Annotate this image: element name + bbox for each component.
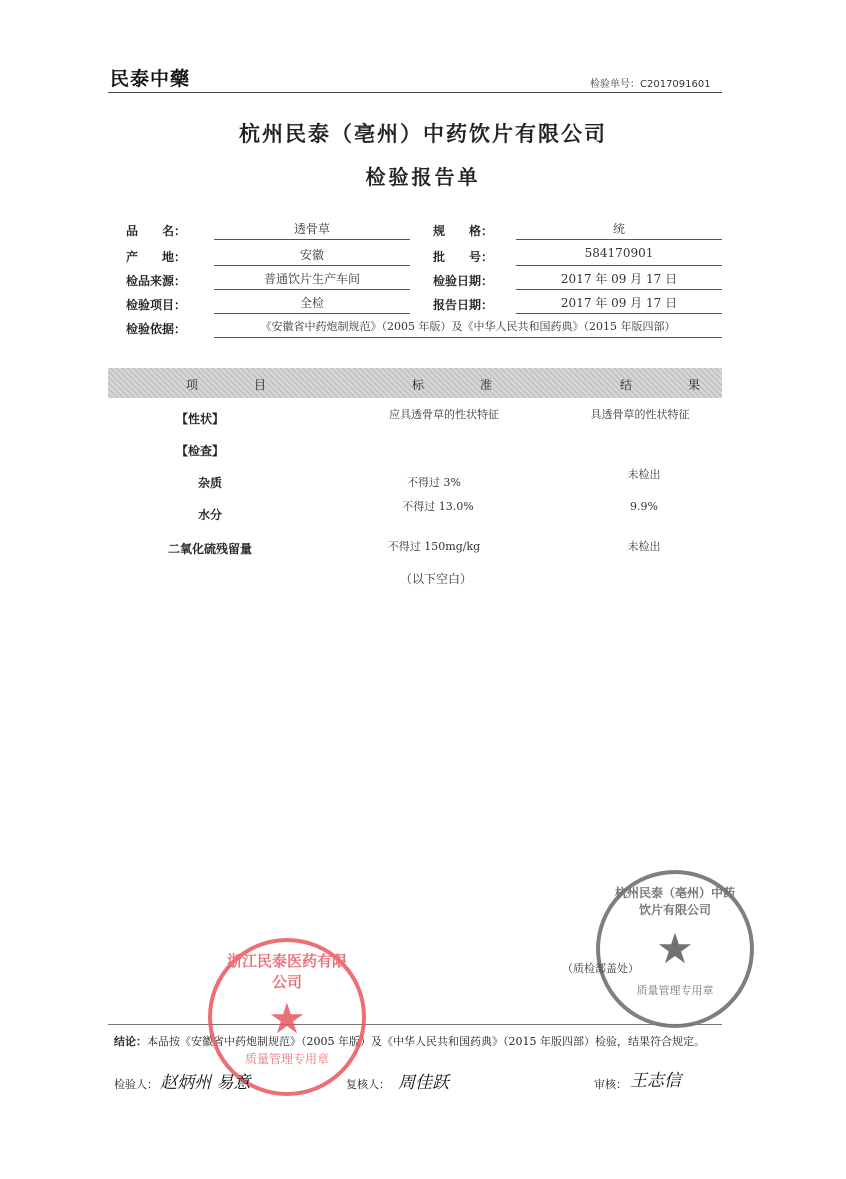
underline-basis (214, 337, 722, 338)
conclusion-text: 本品按《安徽省中药炮制规范》（2005 年版）及《中华人民共和国药典》（2015 年版四部）检验，结果符合规定。 (147, 1035, 705, 1048)
value-report-date: 2017 年 09 月 17 日 (560, 296, 678, 310)
table-row-standard: 不得过 3% (407, 476, 461, 489)
conclusion-divider (108, 1024, 722, 1025)
document-number: 检验单号：C2017091601 (590, 79, 711, 90)
grey-seal-lower-text: 质量管理专用章 (636, 984, 714, 997)
approver-signature: 王志信 (630, 1071, 681, 1091)
table-row-result: 未检出 (627, 540, 661, 553)
underline-origin (214, 265, 410, 266)
table-row-standard: 不得过 150mg/kg (387, 540, 481, 553)
table-row-result: 未检出 (627, 468, 661, 481)
table-row-item: 水分 (198, 508, 223, 522)
underline-name (214, 239, 410, 240)
value-basis: 《安徽省中药炮制规范》（2005 年版）及《中华人民共和国药典》（2015 年版四部） (260, 320, 676, 333)
blank-note: （以下空白） (399, 572, 472, 586)
table-row-item: 杂质 (198, 476, 223, 490)
grey-seal-ring-text: 杭州民泰（亳州）中药饮片有限公司 (614, 886, 735, 917)
header-result: 结 果 (620, 378, 723, 392)
value-spec: 统 (612, 222, 625, 236)
underline-source (214, 289, 410, 290)
qc-department-note: （质检部盖处） (562, 962, 639, 975)
table-row-item: 【性状】 (176, 412, 225, 426)
header-divider (108, 92, 722, 93)
label-report-date: 报告日期： (433, 298, 494, 312)
label-spec: 规 格： (433, 224, 494, 238)
underline-test-date (516, 289, 722, 290)
red-seal-lower-text: 质量管理专用章 (244, 1052, 329, 1066)
quality-seal-grey (596, 870, 754, 1028)
table-row-standard: 应具透骨草的性状特征 (389, 408, 499, 421)
table-row-result: 具透骨草的性状特征 (590, 408, 690, 421)
star-icon: ★ (268, 994, 306, 1043)
header-item: 项 目 (186, 378, 289, 392)
approver-label: 审核： (594, 1078, 627, 1091)
conclusion-label: 结论： (114, 1035, 147, 1048)
label-origin: 产 地： (126, 250, 187, 264)
underline-batch (516, 265, 722, 266)
table-row-item: 二氧化硫残留量 (168, 542, 253, 556)
label-batch: 批 号： (433, 250, 494, 264)
star-icon: ★ (656, 924, 694, 973)
company-name: 杭州民泰（亳州）中药饮片有限公司 (239, 122, 607, 146)
inspector-signature: 赵炳州 易意 (160, 1073, 251, 1093)
underline-items (214, 313, 410, 314)
company-logo: 民泰中藥 (110, 68, 191, 90)
value-name: 透骨草 (293, 222, 330, 236)
value-items: 全检 (299, 296, 324, 310)
underline-report-date (516, 313, 722, 314)
table-row-result: 9.9% (630, 500, 658, 513)
header-standard: 标 准 (412, 378, 515, 392)
value-source: 普通饮片生产车间 (263, 272, 360, 286)
value-test-date: 2017 年 09 月 17 日 (560, 272, 678, 286)
reviewer-label: 复核人： (346, 1078, 390, 1091)
conclusion (114, 1034, 722, 1049)
red-seal-ring-text: 浙江民泰医药有限公司 (226, 952, 347, 991)
table-row-standard: 不得过 13.0% (402, 500, 474, 513)
inspector-label: 检验人： (114, 1078, 158, 1091)
report-title: 检验报告单 (365, 165, 481, 189)
reviewer-signature: 周佳跃 (398, 1073, 449, 1093)
label-test-date: 检验日期： (433, 274, 494, 288)
table-row-item: 【检查】 (176, 444, 225, 458)
label-source: 检品来源： (126, 274, 187, 288)
value-origin: 安徽 (299, 248, 324, 262)
label-items: 检验项目： (126, 298, 187, 312)
value-batch: 584170901 (584, 246, 654, 260)
label-basis: 检验依据： (126, 322, 187, 336)
underline-spec (516, 239, 722, 240)
label-name: 品 名： (126, 224, 187, 238)
